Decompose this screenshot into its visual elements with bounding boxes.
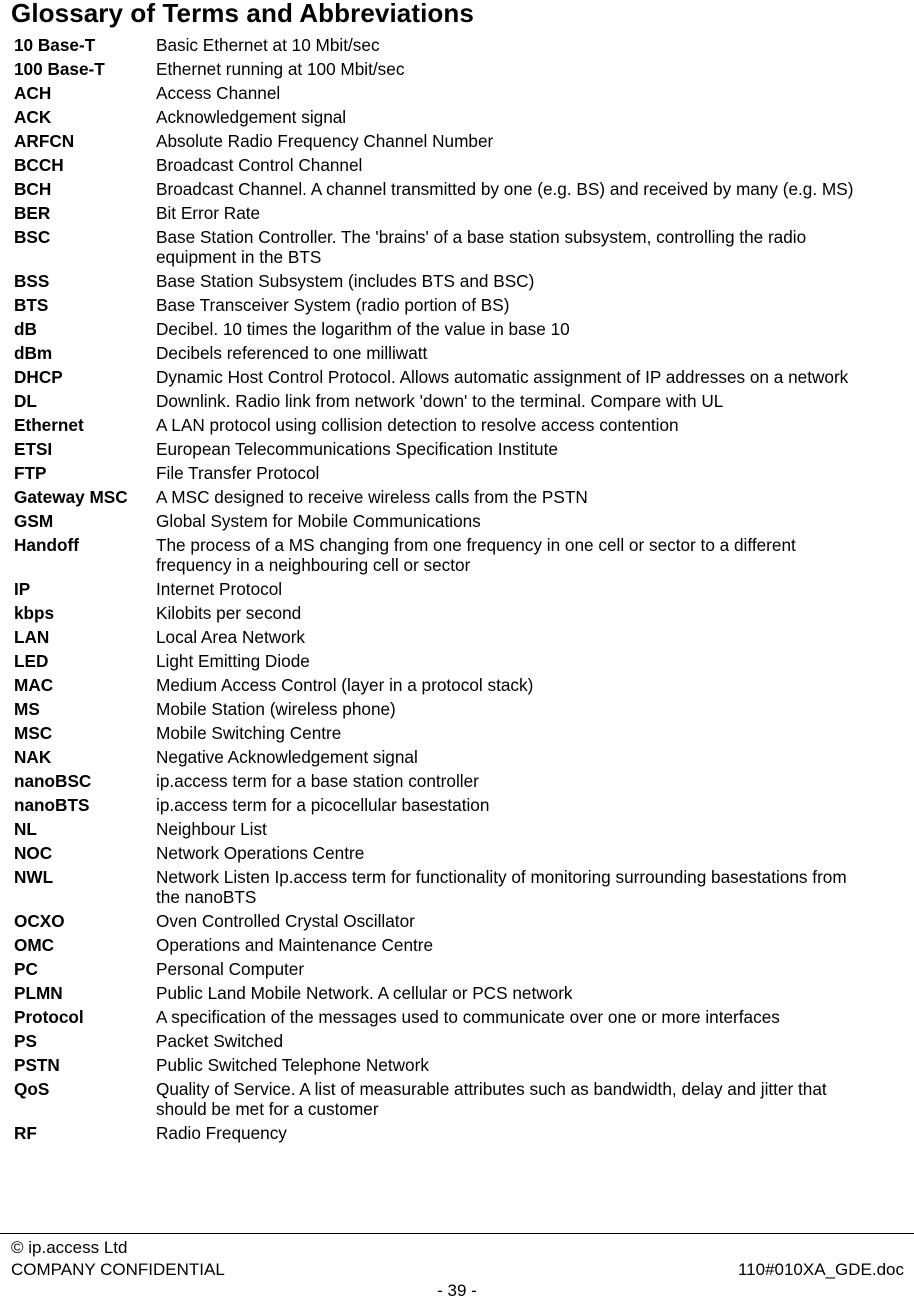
glossary-term: Ethernet <box>14 415 84 435</box>
glossary-term: GSM <box>14 511 54 531</box>
glossary-term: BCCH <box>14 155 64 175</box>
glossary-term: OCXO <box>14 911 65 931</box>
glossary-entry <box>14 319 894 343</box>
glossary-term: dBm <box>14 343 53 363</box>
glossary-definition: Network Operations Centre <box>156 843 365 863</box>
glossary-term: BSC <box>14 227 51 247</box>
glossary-entry <box>14 107 894 131</box>
glossary-term: PLMN <box>14 983 63 1003</box>
glossary-term: ETSI <box>14 439 53 459</box>
glossary-term: MAC <box>14 675 54 695</box>
glossary-entry <box>14 627 894 651</box>
glossary-term: NL <box>14 819 37 839</box>
glossary-term: BTS <box>14 295 49 315</box>
glossary-term: 100 Base-T <box>14 59 105 79</box>
glossary-entry <box>14 439 894 463</box>
glossary-definition: Radio Frequency <box>156 1123 287 1143</box>
footer-document-reference: 110#010XA_GDE.doc <box>737 1260 904 1279</box>
glossary-term: dB <box>14 319 37 339</box>
glossary-entry <box>14 487 894 511</box>
footer-divider <box>0 1233 914 1234</box>
glossary-definition: Downlink. Radio link from network 'down' to the terminal. Compare with UL <box>156 391 724 411</box>
glossary-term: PSTN <box>14 1055 60 1075</box>
glossary-definition: ip.access term for a picocellular basestation <box>156 795 490 815</box>
glossary-definition: Public Land Mobile Network. A cellular or PCS network <box>156 983 573 1003</box>
glossary-definition: Decibels referenced to one milliwatt <box>156 343 428 363</box>
glossary-entry <box>14 723 894 747</box>
glossary-entry <box>14 935 894 959</box>
glossary-definition: A MSC designed to receive wireless calls from the PSTN <box>156 487 588 507</box>
glossary-entry <box>14 343 894 367</box>
glossary-term: 10 Base-T <box>14 35 96 55</box>
glossary-entry <box>14 747 894 771</box>
glossary-entry <box>14 1079 894 1123</box>
glossary-term: BCH <box>14 179 52 199</box>
glossary-definition: Mobile Switching Centre <box>156 723 342 743</box>
glossary-definition: Personal Computer <box>156 959 305 979</box>
glossary-term: FTP <box>14 463 47 483</box>
glossary-entry <box>14 819 894 843</box>
glossary-definition: Kilobits per second <box>156 603 302 623</box>
glossary-definition: Absolute Radio Frequency Channel Number <box>156 131 494 151</box>
glossary-definition: Packet Switched <box>156 1031 284 1051</box>
glossary-term: ARFCN <box>14 131 75 151</box>
glossary-term: nanoBSC <box>14 771 92 791</box>
glossary-term: NWL <box>14 867 54 887</box>
glossary-definition: Network Listen Ip.access term for functionality of monitoring surrounding basestations from the nanoBTS <box>156 867 847 907</box>
glossary-term: Gateway MSC <box>14 487 128 507</box>
glossary-entry <box>14 911 894 935</box>
glossary-term: ACK <box>14 107 52 127</box>
glossary-definition: Base Station Controller. The 'brains' of a base station subsystem, controlling the radio equipment in the BTS <box>156 227 807 267</box>
glossary-entry <box>14 603 894 627</box>
glossary-entry <box>14 771 894 795</box>
glossary-term: DHCP <box>14 367 63 387</box>
glossary-definition: Quality of Service. A list of measurable attributes such as bandwidth, delay and jitter that should be met for a customer <box>156 1079 827 1119</box>
glossary-entry <box>14 699 894 723</box>
footer-company: © ip.access Ltd <box>11 1238 128 1257</box>
glossary-definition: Base Station Subsystem (includes BTS and BSC) <box>156 271 535 291</box>
glossary-entry <box>14 1031 894 1055</box>
glossary-term: DL <box>14 391 37 411</box>
glossary-entry <box>14 83 894 107</box>
glossary-definition: Broadcast Channel. A channel transmitted by one (e.g. BS) and received by many (e.g. MS) <box>156 179 854 199</box>
glossary-term: LAN <box>14 627 50 647</box>
glossary-definition: Operations and Maintenance Centre <box>156 935 434 955</box>
glossary-entry <box>14 651 894 675</box>
glossary-definition: Light Emitting Diode <box>156 651 310 671</box>
glossary-entry <box>14 35 894 59</box>
glossary-term: MS <box>14 699 40 719</box>
glossary-entry <box>14 295 894 319</box>
glossary-definition: Internet Protocol <box>156 579 283 599</box>
glossary-entry <box>14 155 894 179</box>
glossary-term: Protocol <box>14 1007 84 1027</box>
glossary-definition: Broadcast Control Channel <box>156 155 363 175</box>
glossary-definition: Decibel. 10 times the logarithm of the value in base 10 <box>156 319 570 339</box>
glossary-term: IP <box>14 579 31 599</box>
glossary-term: PC <box>14 959 38 979</box>
glossary-term: LED <box>14 651 49 671</box>
glossary-term: OMC <box>14 935 55 955</box>
glossary-entry <box>14 1055 894 1079</box>
glossary-definition: The process of a MS changing from one frequency in one cell or sector to a different frequency in a neighbouring cell or sector <box>156 535 796 575</box>
page-title: Glossary of Terms and Abbreviations <box>11 0 474 28</box>
glossary-entry <box>14 867 894 911</box>
glossary-definition: European Telecommunications Specification Institute <box>156 439 558 459</box>
glossary-entry <box>14 675 894 699</box>
glossary-definition: Global System for Mobile Communications <box>156 511 481 531</box>
glossary-term: NOC <box>14 843 53 863</box>
glossary-definition: Public Switched Telephone Network <box>156 1055 429 1075</box>
glossary-entry <box>14 367 894 391</box>
glossary-list <box>14 35 894 1147</box>
glossary-term: MSC <box>14 723 53 743</box>
glossary-term: kbps <box>14 603 55 623</box>
glossary-definition: A specification of the messages used to communicate over one or more interfaces <box>156 1007 780 1027</box>
glossary-term: RF <box>14 1123 37 1143</box>
glossary-term: QoS <box>14 1079 50 1099</box>
glossary-entry <box>14 391 894 415</box>
glossary-entry <box>14 203 894 227</box>
glossary-entry <box>14 1123 894 1147</box>
glossary-term: NAK <box>14 747 52 767</box>
glossary-entry <box>14 511 894 535</box>
glossary-definition: Local Area Network <box>156 627 306 647</box>
glossary-definition: Medium Access Control (layer in a protocol stack) <box>156 675 534 695</box>
glossary-entry <box>14 535 894 579</box>
glossary-definition: Dynamic Host Control Protocol. Allows automatic assignment of IP addresses on a network <box>156 367 849 387</box>
glossary-entry <box>14 415 894 439</box>
glossary-definition: Access Channel <box>156 83 281 103</box>
glossary-definition: Negative Acknowledgement signal <box>156 747 418 767</box>
glossary-entry <box>14 843 894 867</box>
glossary-entry <box>14 131 894 155</box>
glossary-term: BER <box>14 203 51 223</box>
glossary-term: BSS <box>14 271 50 291</box>
footer-confidentiality: COMPANY CONFIDENTIAL <box>11 1260 225 1279</box>
glossary-definition: Oven Controlled Crystal Oscillator <box>156 911 415 931</box>
glossary-definition: Acknowledgement signal <box>156 107 347 127</box>
glossary-term: nanoBTS <box>14 795 90 815</box>
glossary-definition: Neighbour List <box>156 819 267 839</box>
glossary-entry <box>14 59 894 83</box>
glossary-entry <box>14 959 894 983</box>
glossary-definition: Bit Error Rate <box>156 203 261 223</box>
glossary-entry <box>14 179 894 203</box>
glossary-entry <box>14 1007 894 1031</box>
glossary-definition: ip.access term for a base station controller <box>156 771 479 791</box>
glossary-entry <box>14 463 894 487</box>
glossary-entry <box>14 227 894 271</box>
glossary-term: Handoff <box>14 535 79 555</box>
glossary-definition: A LAN protocol using collision detection to resolve access contention <box>156 415 679 435</box>
footer-page-number: - 39 - <box>437 1281 477 1300</box>
glossary-term: ACH <box>14 83 52 103</box>
glossary-entry <box>14 579 894 603</box>
glossary-entry <box>14 271 894 295</box>
glossary-definition: Base Transceiver System (radio portion of BS) <box>156 295 510 315</box>
glossary-definition: File Transfer Protocol <box>156 463 320 483</box>
glossary-term: PS <box>14 1031 37 1051</box>
glossary-definition: Ethernet running at 100 Mbit/sec <box>156 59 405 79</box>
glossary-entry <box>14 983 894 1007</box>
glossary-definition: Mobile Station (wireless phone) <box>156 699 396 719</box>
glossary-entry <box>14 795 894 819</box>
glossary-definition: Basic Ethernet at 10 Mbit/sec <box>156 35 380 55</box>
